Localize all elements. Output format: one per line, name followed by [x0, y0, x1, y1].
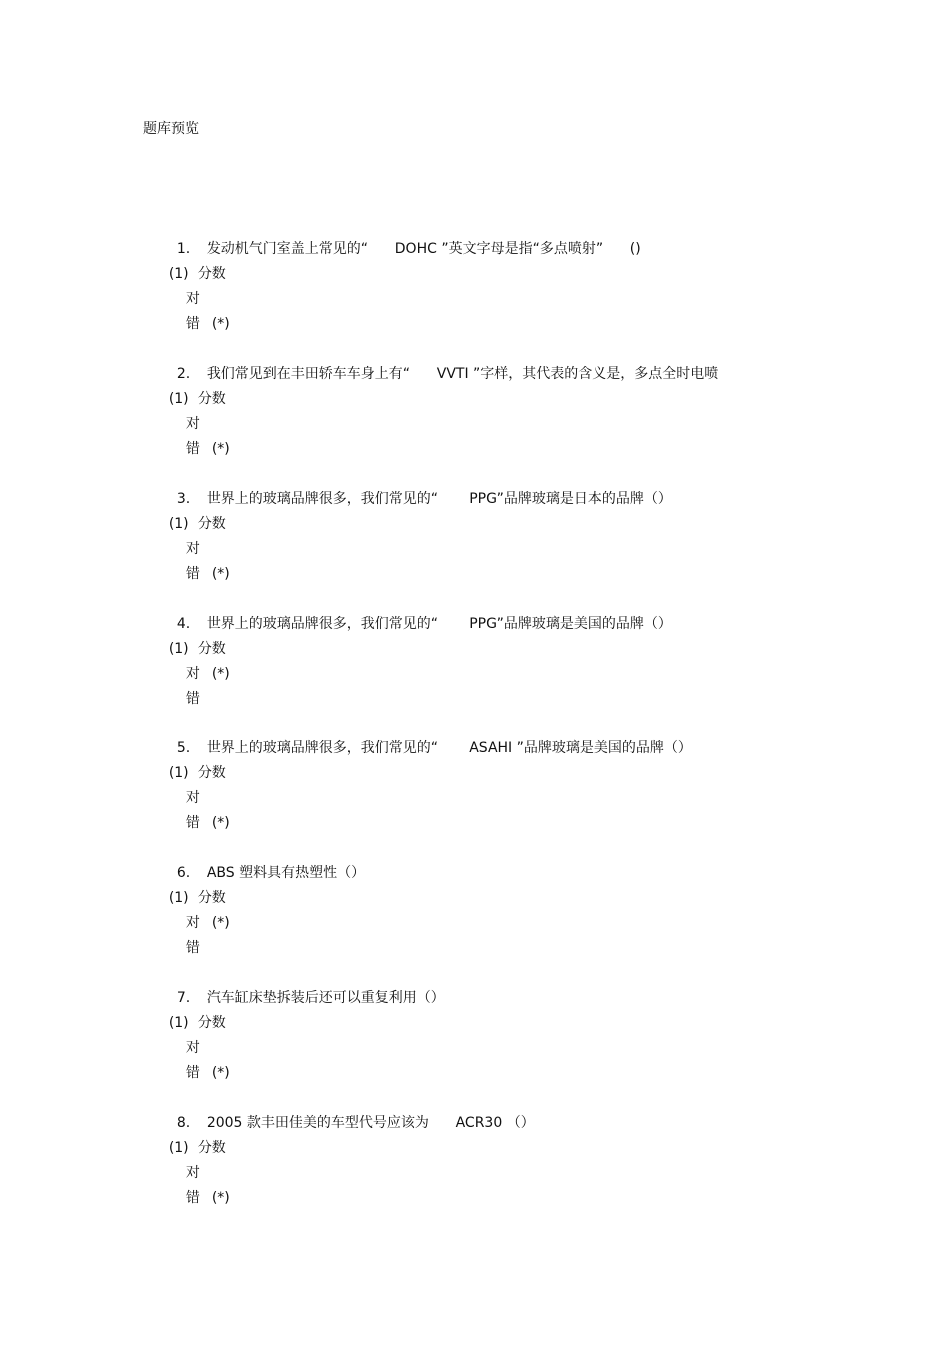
option-false[interactable]	[168, 793, 230, 831]
question-text: 2005 款丰田佳美的车型代号应该为 ACR30 （）	[206, 1115, 535, 1131]
question-text-line	[159, 219, 641, 257]
question-score	[151, 868, 226, 906]
question-text-line	[159, 718, 692, 756]
score-label: 分数	[197, 765, 226, 781]
question-1	[0, 219, 950, 332]
option-false[interactable]	[168, 294, 230, 332]
score-label: 分数	[197, 516, 226, 532]
question-number: 6.	[176, 865, 191, 881]
score-value: (1)	[168, 890, 189, 906]
option-true-label: 对	[185, 541, 200, 557]
page-title: 题库预览	[143, 121, 199, 137]
question-text: 世界上的玻璃品牌很多，我们常见的“ ASAHI ”品牌玻璃是美国的品牌（）	[206, 740, 692, 756]
answer-mark: (*)	[211, 441, 230, 457]
question-score	[151, 743, 226, 781]
option-false-label: 错	[185, 566, 200, 582]
option-false-label: 错	[185, 691, 200, 707]
option-true-label: 对	[185, 790, 200, 806]
question-number: 8.	[176, 1115, 191, 1131]
question-text: 发动机气门室盖上常见的“ DOHC ”英文字母是指“多点喷射” ()	[206, 241, 641, 257]
question-6	[0, 843, 950, 956]
option-false-label: 错	[185, 1190, 200, 1206]
answer-mark: (*)	[211, 1190, 230, 1206]
option-false-label: 错	[185, 1065, 200, 1081]
answer-mark: (*)	[211, 1065, 230, 1081]
option-true[interactable]	[168, 394, 212, 432]
question-score	[151, 244, 226, 282]
score-value: (1)	[168, 1015, 189, 1031]
option-false-label: 错	[185, 940, 200, 956]
score-label: 分数	[197, 1140, 226, 1156]
option-true-label: 对	[185, 291, 200, 307]
question-text: 世界上的玻璃品牌很多，我们常见的“ PPG”品牌玻璃是美国的品牌（）	[206, 616, 672, 632]
question-3	[0, 469, 950, 582]
option-false[interactable]	[168, 419, 230, 457]
question-number: 3.	[176, 491, 191, 507]
option-true-label: 对	[185, 416, 200, 432]
answer-mark: (*)	[211, 316, 230, 332]
score-value: (1)	[168, 391, 189, 407]
option-true-label: 对	[185, 666, 200, 682]
option-true[interactable]	[168, 893, 230, 931]
question-score	[151, 1118, 226, 1156]
question-score	[151, 619, 226, 657]
answer-mark: (*)	[211, 566, 230, 582]
question-text-line	[159, 594, 672, 632]
option-true-label: 对	[185, 1040, 200, 1056]
question-score	[151, 494, 226, 532]
option-true-label: 对	[185, 915, 200, 931]
question-text: 世界上的玻璃品牌很多，我们常见的“ PPG”品牌玻璃是日本的品牌（）	[206, 491, 672, 507]
score-label: 分数	[197, 266, 226, 282]
option-false[interactable]	[168, 1043, 230, 1081]
option-false-label: 错	[185, 316, 200, 332]
score-value: (1)	[168, 266, 189, 282]
question-number: 4.	[176, 616, 191, 632]
question-5	[0, 718, 950, 831]
question-number: 7.	[176, 990, 191, 1006]
option-true[interactable]	[168, 644, 230, 682]
question-text: 汽车缸床垫拆装后还可以重复利用（）	[206, 990, 445, 1006]
score-label: 分数	[197, 890, 226, 906]
option-true[interactable]	[168, 768, 212, 806]
question-text-line	[159, 968, 445, 1006]
question-number: 5.	[176, 740, 191, 756]
option-true[interactable]	[168, 269, 212, 307]
question-4	[0, 594, 950, 707]
option-false-label: 错	[185, 441, 200, 457]
question-2	[0, 344, 950, 457]
option-false[interactable]	[168, 1168, 230, 1206]
option-true[interactable]	[168, 519, 212, 557]
question-score	[151, 369, 226, 407]
answer-mark: (*)	[211, 666, 230, 682]
question-text: 我们常见到在丰田轿车车身上有“ VVTI ”字样，其代表的含义是，多点全时电喷	[206, 366, 719, 382]
score-value: (1)	[168, 1140, 189, 1156]
option-false[interactable]	[168, 669, 212, 707]
score-label: 分数	[197, 391, 226, 407]
score-label: 分数	[197, 1015, 226, 1031]
option-true[interactable]	[168, 1018, 212, 1056]
question-score	[151, 993, 226, 1031]
score-value: (1)	[168, 516, 189, 532]
option-false[interactable]	[168, 544, 230, 582]
question-8	[0, 1093, 950, 1206]
score-value: (1)	[168, 641, 189, 657]
option-false[interactable]	[168, 918, 212, 956]
question-text-line	[159, 843, 366, 881]
option-false-label: 错	[185, 815, 200, 831]
question-number: 2.	[176, 366, 191, 382]
option-true[interactable]	[168, 1143, 212, 1181]
answer-mark: (*)	[211, 815, 230, 831]
score-value: (1)	[168, 765, 189, 781]
option-true-label: 对	[185, 1165, 200, 1181]
score-label: 分数	[197, 641, 226, 657]
question-number: 1.	[176, 241, 191, 257]
question-text-line	[159, 1093, 535, 1131]
question-text: ABS 塑料具有热塑性（）	[206, 865, 366, 881]
question-text-line	[159, 469, 672, 507]
question-7	[0, 968, 950, 1081]
question-text-line	[159, 344, 719, 382]
answer-mark: (*)	[211, 915, 230, 931]
